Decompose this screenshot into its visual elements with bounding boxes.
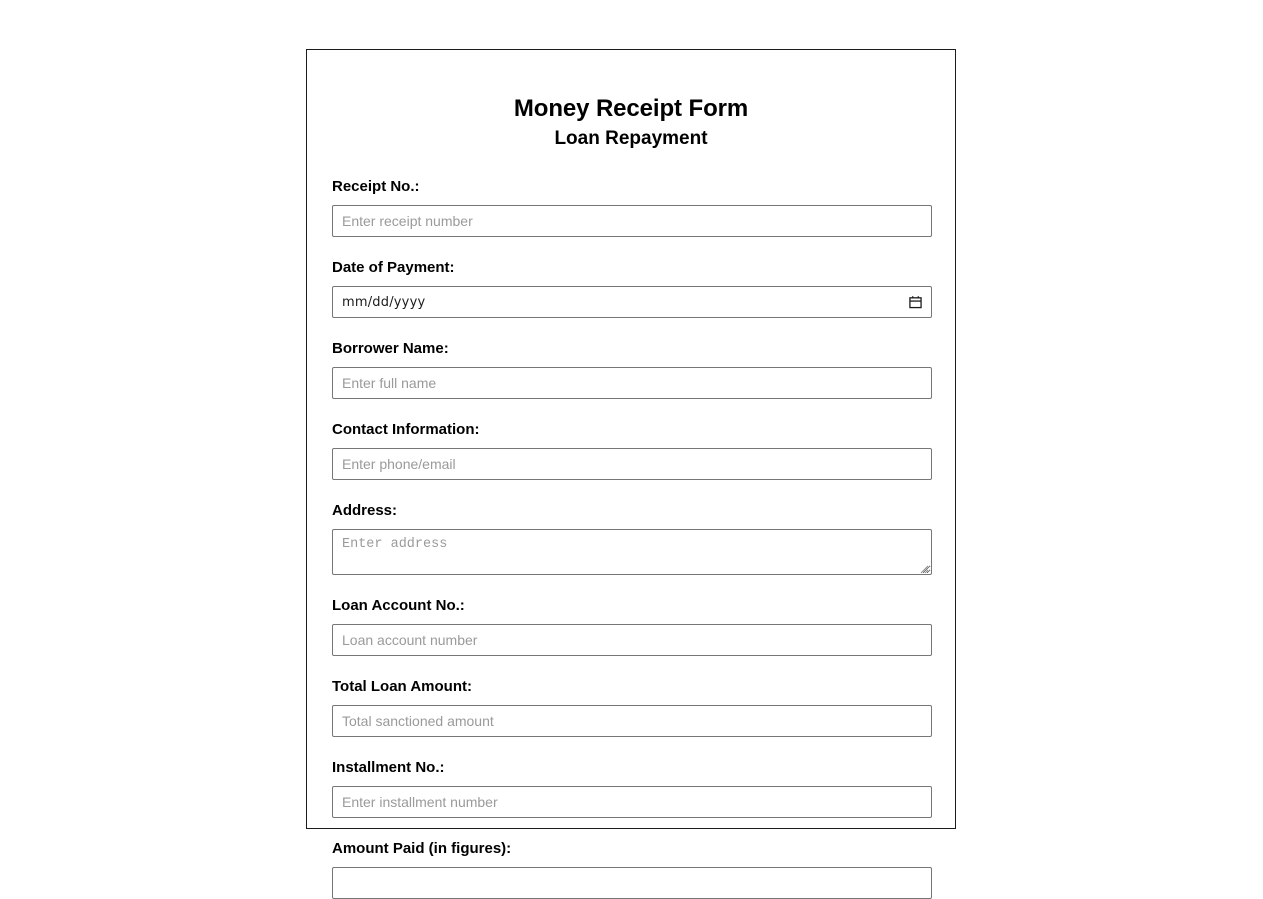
- date-placeholder-segments: mm/dd/yyyy: [342, 294, 426, 310]
- installment-no-input[interactable]: [332, 786, 932, 818]
- address-textarea[interactable]: [332, 529, 932, 575]
- label-receipt-no: Receipt No.:: [332, 178, 420, 196]
- contact-information-input[interactable]: [332, 448, 932, 480]
- field-contact-information: [332, 421, 930, 480]
- form-content: [307, 50, 955, 899]
- label-borrower-name: Borrower Name:: [332, 340, 449, 358]
- field-address: [332, 502, 930, 575]
- amount-paid-figures-input[interactable]: [332, 867, 932, 899]
- label-installment-no: Installment No.:: [332, 759, 445, 777]
- field-receipt-no: [332, 178, 930, 237]
- total-loan-amount-input[interactable]: [332, 705, 932, 737]
- label-amount-paid-figures: Amount Paid (in figures):: [332, 840, 512, 858]
- page-subtitle: Loan Repayment: [554, 128, 708, 150]
- calendar-icon[interactable]: [909, 296, 922, 309]
- money-receipt-form-card: [306, 49, 956, 858]
- page-title: Money Receipt Form: [513, 95, 749, 122]
- field-installment-no: [332, 759, 930, 818]
- field-total-loan-amount: [332, 678, 930, 737]
- label-loan-account-no: Loan Account No.:: [332, 597, 465, 615]
- field-loan-account-no: [332, 597, 930, 656]
- label-total-loan-amount: Total Loan Amount:: [332, 678, 472, 696]
- field-borrower-name: [332, 340, 930, 399]
- borrower-name-input[interactable]: [332, 367, 932, 399]
- loan-account-no-input[interactable]: [332, 624, 932, 656]
- receipt-no-input[interactable]: [332, 205, 932, 237]
- label-date-of-payment: Date of Payment:: [332, 259, 455, 277]
- field-date-of-payment: [332, 259, 930, 318]
- label-address: Address:: [332, 502, 398, 520]
- field-amount-paid-figures: [332, 840, 930, 899]
- label-contact-information: Contact Information:: [332, 421, 480, 439]
- date-of-payment-input[interactable]: [332, 286, 932, 318]
